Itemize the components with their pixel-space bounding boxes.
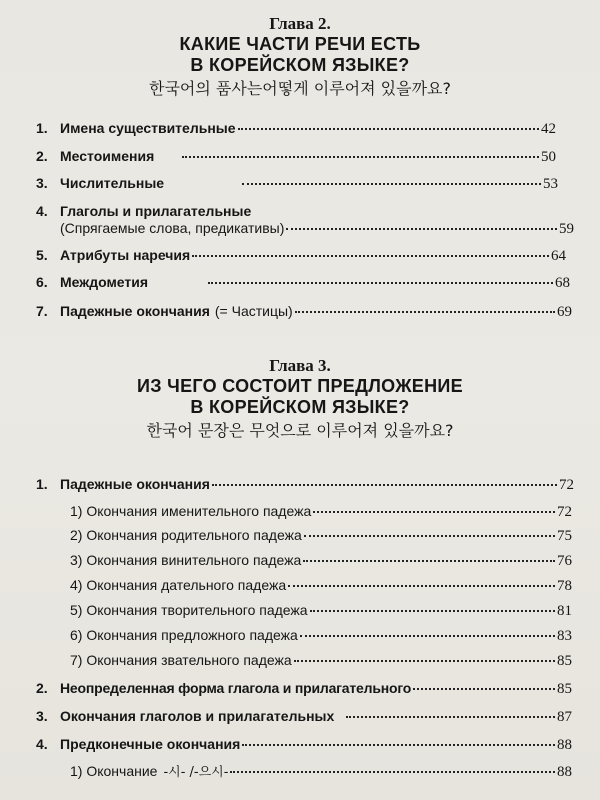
page-number: 85	[557, 681, 572, 697]
page-number: 88	[557, 737, 572, 753]
page-number: 83	[557, 628, 572, 644]
toc-entry: 3. Окончания глаголов и прилагательных 87	[36, 708, 572, 725]
page-number: 75	[557, 528, 572, 544]
page-number: 64	[551, 248, 566, 264]
toc-subentry: 2) Окончания родительного падежа 75	[70, 527, 572, 544]
chapter-number: Глава 2.	[269, 14, 331, 33]
page-number: 85	[557, 653, 572, 669]
toc-subentry: 5) Окончания творительного падежа 81	[70, 602, 572, 619]
page-number: 42	[541, 121, 556, 137]
toc-entry-continuation: (Спрягаемые слова, предикативы) 59	[60, 220, 574, 237]
page-number: 81	[557, 603, 572, 619]
korean-suffix: -시- /-으시-	[163, 765, 229, 780]
toc-subentry: 3) Окончания винительного падежа 76	[70, 552, 572, 569]
toc-entry: 2. Неопределенная форма глагола и прилагательного 85	[36, 680, 572, 697]
page-number: 78	[557, 578, 572, 594]
leader-dots	[242, 744, 555, 746]
toc-subentry: 4) Окончания дательного падежа 78	[70, 577, 572, 594]
chapter-title-line-2: В КОРЕЙСКОМ ЯЗЫКЕ?	[190, 55, 410, 75]
leader-dots	[300, 635, 555, 637]
leader-dots	[313, 511, 555, 513]
page-number: 69	[557, 304, 572, 320]
chapter-title-korean: 한국어 문장은 무엇으로 이루어져 있을까요?	[146, 421, 454, 440]
page-number: 72	[559, 477, 574, 493]
page-number: 72	[557, 504, 572, 520]
toc-entry: 1. Падежные окончания 72	[36, 476, 574, 493]
toc-entry: 1. Имена существительные 42	[36, 120, 556, 137]
leader-dots	[310, 610, 555, 612]
toc-subentry: 7) Окончания звательного падежа 85	[70, 652, 572, 669]
leader-dots	[288, 585, 555, 587]
chapter-title-line-1: КАКИЕ ЧАСТИ РЕЧИ ЕСТЬ	[179, 34, 421, 54]
leader-dots	[304, 535, 555, 537]
page-number: 50	[541, 149, 556, 165]
leader-dots	[346, 716, 555, 718]
leader-dots	[230, 771, 555, 773]
toc-entry: 5. Атрибуты наречия 64	[36, 247, 566, 264]
leader-dots	[413, 688, 555, 690]
chapter-title-line-1: ИЗ ЧЕГО СОСТОИТ ПРЕДЛОЖЕНИЕ	[137, 376, 463, 396]
page-number: 68	[555, 275, 570, 291]
toc-subentry: 1) Окончания именительного падежа 72	[70, 503, 572, 520]
toc-entry: 4. Глаголы и прилагательные	[36, 203, 252, 219]
toc-entry: 2. Местоимения 50	[36, 148, 556, 165]
toc-entry: 7. Падежные окончания (= Частицы) 69	[36, 303, 572, 320]
chapter-title-line-2: В КОРЕЙСКОМ ЯЗЫКЕ?	[190, 397, 410, 417]
toc-subentry: 1) Окончание -시- /-으시- 88	[70, 763, 572, 780]
leader-dots	[212, 484, 557, 486]
page-number: 88	[557, 764, 572, 780]
chapter-title-korean: 한국어의 품사는어떻게 이루어져 있을까요?	[149, 79, 451, 98]
page-number: 53	[543, 176, 558, 192]
chapter-number: Глава 3.	[269, 356, 331, 375]
page-number: 87	[557, 709, 572, 725]
toc-subentry: 6) Окончания предложного падежа 83	[70, 627, 572, 644]
toc-entry: 6. Междометия 68	[36, 274, 570, 291]
toc-entry: 3. Числительные 53	[36, 175, 558, 192]
page-number: 59	[559, 221, 574, 237]
leader-dots	[303, 560, 555, 562]
page-number: 76	[557, 553, 572, 569]
leader-dots	[294, 660, 555, 662]
toc-entry: 4. Предконечные окончания 88	[36, 736, 572, 753]
